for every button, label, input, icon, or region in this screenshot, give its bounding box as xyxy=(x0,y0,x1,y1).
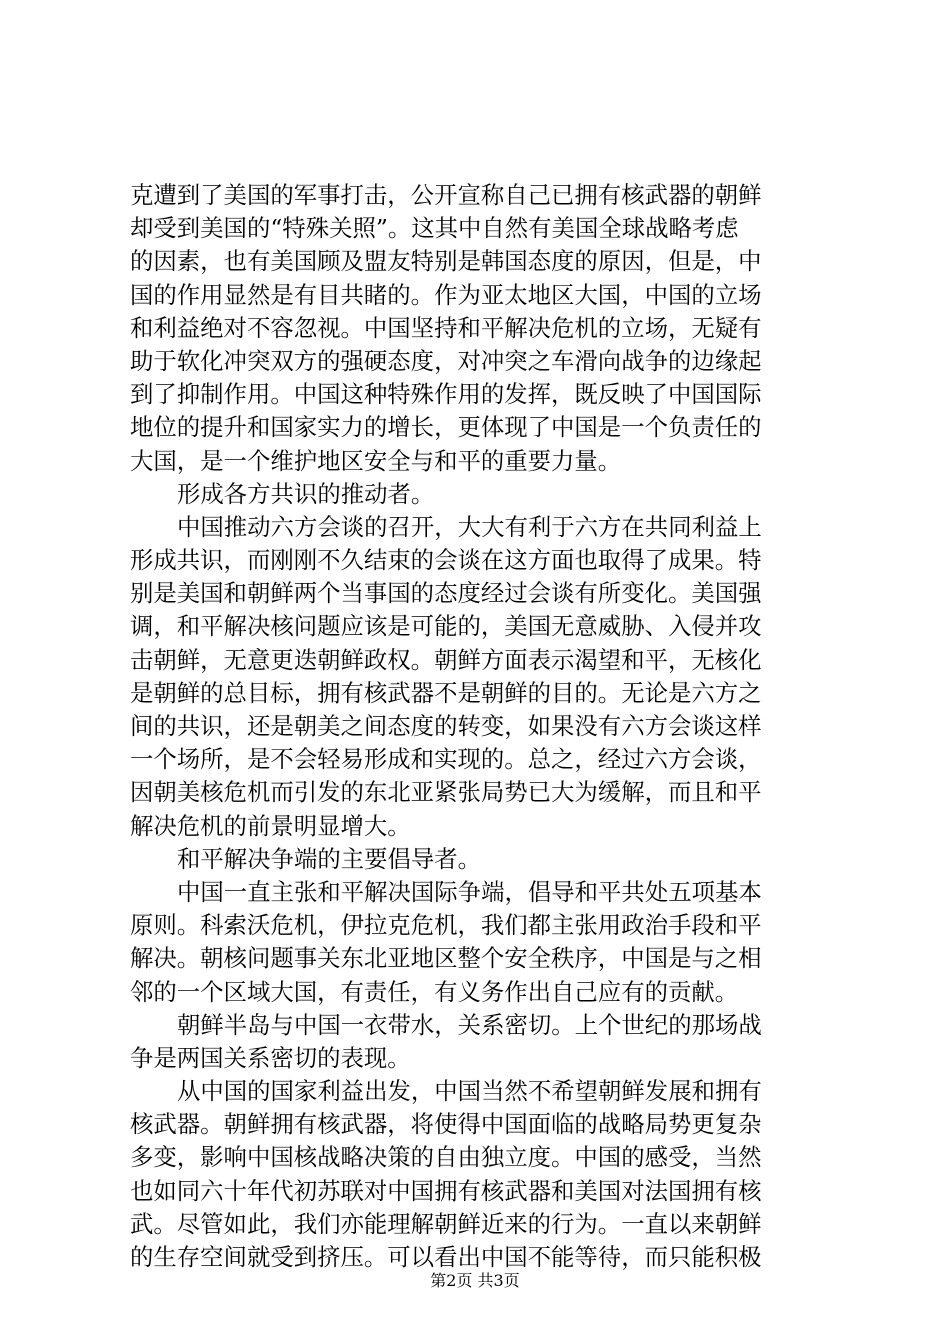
text-line: 也如同六十年代初苏联对中国拥有核武器和美国对法国拥有核 xyxy=(130,1176,762,1205)
text-line: 地位的提升和国家实力的增长，更体现了中国是一个负责任的 xyxy=(130,413,762,442)
text-line: 克遭到了美国的军事打击，公开宣称自己已拥有核武器的朝鲜 xyxy=(130,181,762,209)
text-line: 和平解决争端的主要倡导者。 xyxy=(177,844,482,873)
text-line: 大国，是一个维护地区安全与和平的重要力量。 xyxy=(130,446,622,475)
page-number-label: 第2页 共3页 xyxy=(430,1271,520,1290)
text-line: 中国推动六方会谈的召开，大大有利于六方在共同利益上 xyxy=(177,512,762,541)
text-line: 争是两国关系密切的表现。 xyxy=(130,1043,411,1072)
text-line: 武。尽管如此，我们亦能理解朝鲜近来的行为。一直以来朝鲜 xyxy=(130,1209,762,1238)
text-line: 从中国的国家利益出发，中国当然不希望朝鲜发展和拥有 xyxy=(177,1077,762,1106)
text-line: 核武器。朝鲜拥有核武器，将使得中国面临的战略局势更复杂 xyxy=(130,1110,762,1139)
text-line: 间的共识，还是朝美之间态度的转变，如果没有六方会谈这样 xyxy=(130,712,762,740)
text-line: 到了抑制作用。中国这种特殊作用的发挥，既反映了中国国际 xyxy=(130,380,762,409)
text-line: 解决。朝核问题事关东北亚地区整个安全秩序，中国是与之相 xyxy=(130,944,762,973)
text-line: 形成各方共识的推动者。 xyxy=(177,479,435,508)
text-line: 击朝鲜，无意更迭朝鲜政权。朝鲜方面表示渴望和平，无核化 xyxy=(130,645,762,674)
text-line: 调，和平解决核问题应该是可能的，美国无意威胁、入侵并攻 xyxy=(130,612,762,641)
text-line: 原则。科索沃危机，伊拉克危机，我们都主张用政治手段和平 xyxy=(130,911,762,940)
text-line: 多变，影响中国核战略决策的自由独立度。中国的感受，当然 xyxy=(130,1143,762,1172)
text-line: 形成共识，而刚刚不久结束的会谈在这方面也取得了成果。特 xyxy=(130,546,762,575)
text-line: 和利益绝对不容忽视。中国坚持和平解决危机的立场，无疑有 xyxy=(130,313,762,342)
text-line: 的因素，也有美国顾及盟友特别是韩国态度的原因，但是，中 xyxy=(130,247,762,276)
text-line: 是朝鲜的总目标，拥有核武器不是朝鲜的目的。无论是六方之 xyxy=(130,678,762,707)
page-footer xyxy=(0,1270,950,1292)
text-line: 一个场所，是不会轻易形成和实现的。总之，经过六方会谈， xyxy=(130,745,762,774)
text-line: 国的作用显然是有目共睹的。作为亚太地区大国，中国的立场 xyxy=(130,280,762,309)
text-line: 解决危机的前景明显增大。 xyxy=(130,811,411,840)
text-line: 却受到美国的“特殊关照”。这其中自然有美国全球战略考虑 xyxy=(130,214,739,243)
text-line: 助于软化冲突双方的强硬态度，对冲突之车滑向战争的边缘起 xyxy=(130,346,762,375)
text-line: 因朝美核危机而引发的东北亚紧张局势已大为缓解，而且和平 xyxy=(130,778,762,807)
text-line: 邻的一个区域大国，有责任，有义务作出自己应有的贡献。 xyxy=(130,977,739,1006)
text-line: 别是美国和朝鲜两个当事国的态度经过会谈有所变化。美国强 xyxy=(130,579,762,608)
text-line: 的生存空间就受到挤压。可以看出中国不能等待，而只能积极 xyxy=(130,1243,762,1271)
text-line: 中国一直主张和平解决国际争端，倡导和平共处五项基本 xyxy=(177,877,762,906)
text-line: 朝鲜半岛与中国一衣带水，关系密切。上个世纪的那场战 xyxy=(177,1010,762,1039)
document-body xyxy=(130,179,830,1274)
